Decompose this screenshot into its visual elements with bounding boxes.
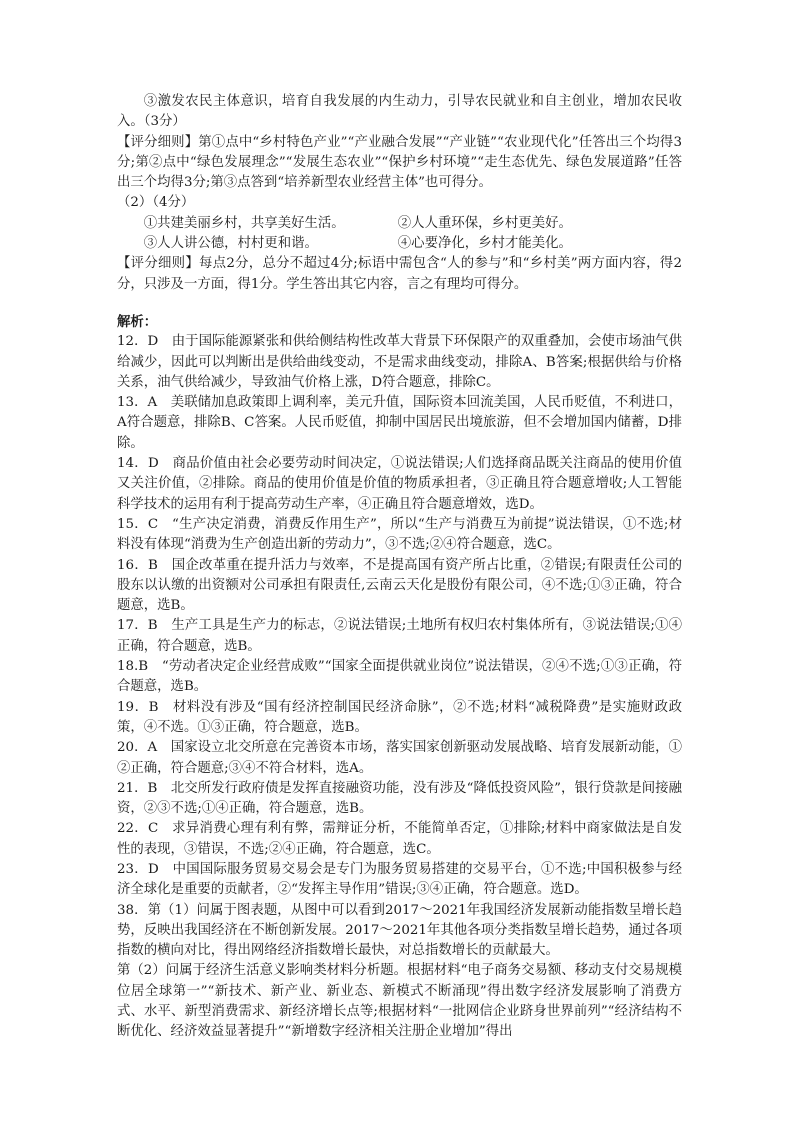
analysis-item-16: 16．B 国企改革重在提升活力与效率，不是提高国有资产所占比重，②错误;有限责任公司的股东以认缴的出资额对公司承担有限责任,云南云天化是股份有限公司，④不选;①③正确，符合题意，选B。 [117, 557, 682, 614]
option-3: ③人人讲公德，村村更和谐。 [143, 236, 318, 252]
option-row-2 [117, 234, 682, 254]
analysis-item-20: 20．A 国家设立北交所意在完善资本市场，落实国家创新驱动发展战略、培育发展新动能，①②正确，符合题意;③④不符合材料，选A。 [117, 740, 682, 776]
analysis-item-12: 12．D 由于国际能源紧张和供给侧结构性改革大背景下环保限产的双重叠加，会使市场油气供给减少，因此可以判断出是供给曲线变动，不是需求曲线变动，排除A、B答案;根据供给与价格关系，油气供给减少，导致油气价格上涨，D符合题意，排除C。 [117, 334, 682, 390]
scoring-rules-2: 【评分细则】每点2分，总分不超过4分;标语中需包含“人的参与”和“乡村美”两方面内容，得2分，只涉及一方面，得1分。学生答出其它内容，言之有理均可得分。 [117, 256, 682, 292]
option-4: ④心要净化，乡村才能美化。 [397, 236, 572, 252]
analysis-item-22: 22．C 求异消费心理有利有弊，需辩证分析，不能简单否定，①排除;材料中商家做法是自发性的表现，③错误，不选;②④正确，符合题意，选C。 [117, 821, 682, 857]
analysis-item-14: 14．D 商品价值由社会必要劳动时间决定，①说法错误;人们选择商品既关注商品的使用价值又关注价值，②排除。商品的使用价值是价值的物质承担者，③正确且符合题意增收;人工智能科学技术的运用有利于提高劳动生产率，④正确且符合题意增效，选D。 [117, 456, 682, 512]
option-1: ①共建美丽乡村，共享美好生活。 [143, 215, 345, 231]
analysis-item-18: 18.B “劳动者决定企业经营成败”“国家全面提供就业岗位”说法错误，②④不选;①③正确，符合题意，选B。 [117, 659, 682, 695]
analysis-item-13: 13．A 美联储加息政策即上调利率，美元升值，国际资本回流美国，人民币贬值，不利进口，A符合题意，排除B、C答案。人民币贬值，抑制中国居民出境旅游，但不会增加国内储蓄，D排除。 [117, 395, 682, 451]
analysis-item-19: 19．B 材料没有涉及“国有经济控制国民经济命脉”，②不选;材料“减税降费”是实施财政政策，④不选。①③正确，符合题意，选B。 [117, 699, 682, 735]
analysis-item-38-part2: 第（2）问属于经济生活意义影响类材料分析题。根据材料“电子商务交易额、移动支付交易规模位居全球第一”“新技术、新产业、新业态、新模式不断涌现”得出数字经济发展影响了消费方式、水平、新型消费需求、新经济增长点等;根据材料“一批网信企业跻身世界前列”“经济结构不断优化、经济效益显著提升”“新增数字经济相关注册企业增加”得出 [117, 963, 682, 1040]
analysis-item-38-part1: 38．第（1）问属于图表题，从图中可以看到2017～2021年我国经济发展新动能指数呈增长趋势，反映出我国经济在不断创新发展。2017～2021年其他各项分类指数呈增长趋势，通过各项指数的横向对比，得出网络经济指数增长最快，对总指数增长的贡献最大。 [117, 902, 682, 959]
analysis-item-23: 23．D 中国国际服务贸易交易会是专门为服务贸易搭建的交易平台，①不选;中国积极参与经济全球化是重要的贡献者，②“发挥主导作用”错误;③④正确，符合题意。选D。 [117, 861, 682, 898]
option-row-1 [117, 214, 682, 234]
analysis-heading: 解析： [117, 313, 158, 330]
analysis-item-17: 17．B 生产工具是生产力的标志，②说法错误;土地所有权归农村集体所有，③说法错误;①④正确，符合题意，选B。 [117, 618, 682, 654]
part-2-header: （2）（4分） [117, 195, 195, 211]
answer-point-3: ③激发农民主体意识，培育自我发展的内生动力，引导农民就业和自主创业，增加农民收入。（3分） [117, 94, 682, 130]
document-page [117, 92, 682, 1043]
scoring-rules-1: 【评分细则】第①点中“乡村特色产业”“产业融合发展”“产业链”“农业现代化”任答出三个均得3分;第②点中“绿色发展理念”“发展生态农业”“保护乡村环境”“走生态优先、绿色发展道路”任答出三个均得3分;第③点答到“培养新型农业经营主体”也可得分。 [117, 134, 682, 191]
analysis-item-21: 21．B 北交所发行政府债是发挥直接融资功能，没有涉及“降低投资风险”，银行贷款是间接融资，②③不选;①④正确，符合题意，选B。 [117, 780, 682, 817]
section-gap [117, 295, 682, 312]
option-2: ②人人重环保，乡村更美好。 [397, 215, 572, 231]
analysis-item-15: 15．C “生产决定消费，消费反作用生产”，所以“生产与消费互为前提”说法错误，①不选;材料没有体现“消费为生产创造出新的劳动力”，③不选;②④符合题意，选C。 [117, 516, 682, 553]
